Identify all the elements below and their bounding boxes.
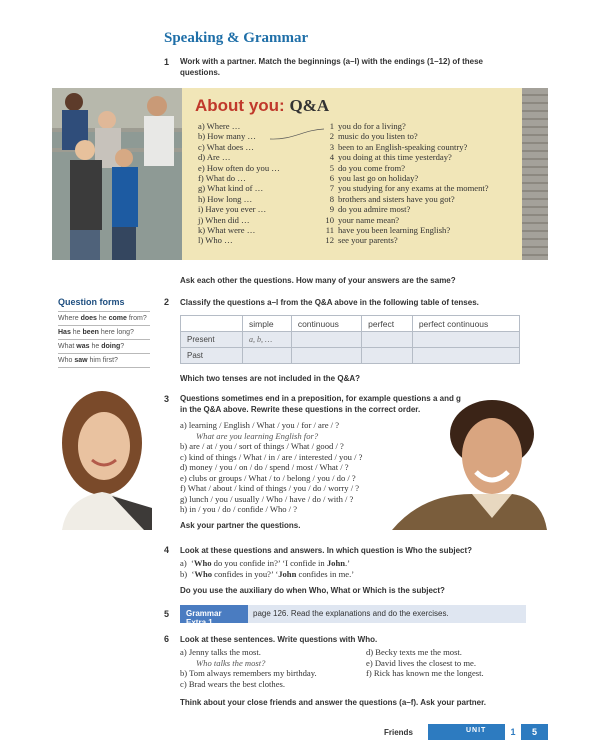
list-item: j) When did … xyxy=(198,214,250,225)
question-3-number: 3 xyxy=(164,394,170,404)
question-2-followup: Which two tenses are not included in the Q&A? xyxy=(180,374,361,383)
list-item: g) What kind of … xyxy=(198,183,264,194)
list-item: b) How many … xyxy=(198,131,256,142)
table-cell xyxy=(243,348,292,364)
list-item: 4 you doing at this time yesterday? xyxy=(329,152,452,163)
list-item: d) Are … xyxy=(198,152,231,163)
list-item: k) What were … xyxy=(198,225,256,236)
question-6-number: 6 xyxy=(164,634,170,644)
list-item: a) Where … xyxy=(198,121,241,131)
list-item: h) in / you / do / confide / Who / ? xyxy=(180,504,298,514)
list-item: 10 your name mean? xyxy=(325,214,400,225)
divider xyxy=(58,367,150,368)
list-item: 3 been to an English-speaking country? xyxy=(329,141,468,152)
list-item: 2 music do you listen to? xyxy=(329,131,418,142)
table-cell xyxy=(362,332,413,348)
question-2-number: 2 xyxy=(164,297,170,307)
list-item: Has he been here long? xyxy=(58,329,134,336)
page-number: 5 xyxy=(532,727,538,737)
list-item: Who saw him first? xyxy=(58,357,118,364)
list-item: c) Brad wears the best clothes. xyxy=(180,678,285,689)
table-row xyxy=(181,348,520,364)
list-item: b) Tom always remembers my birthday. xyxy=(180,668,317,678)
question-3-instruction: Questions sometimes end in a preposition, for example questions a and g in the Q&A above. Rewrite these questions in the correct order. xyxy=(180,394,461,414)
table-header: continuous xyxy=(291,316,361,332)
question-6-right-items xyxy=(366,647,484,679)
list-item: 5 do you come from? xyxy=(329,162,406,173)
list-item: e) clubs or groups / What / to / belong / you / do / ? xyxy=(180,472,356,483)
question-6-followup: Think about your close friends and answer the questions (a–f). Ask your partner. xyxy=(180,698,486,707)
list-item: f) What do … xyxy=(198,173,246,184)
grammar-extra-text: page 126. Read the explanations and do the exercises. xyxy=(253,609,449,618)
table-corner xyxy=(181,316,243,332)
table-cell xyxy=(412,348,519,364)
footer-unit-number: 1 xyxy=(505,724,521,740)
list-item: 9 do you admire most? xyxy=(329,204,411,215)
question-5-number: 5 xyxy=(164,609,170,619)
list-item: b) ‘Who confides in you?’ ‘John confides in me.’ xyxy=(180,568,355,579)
example-answer: What are you learning English for? xyxy=(196,430,319,441)
grammar-extra-bar xyxy=(180,605,526,627)
list-item: l) Who … xyxy=(198,235,233,246)
list-item: g) lunch / you / usually / Who / have / do / with / ? xyxy=(180,493,354,504)
footer-unit-label: UNIT xyxy=(466,727,487,734)
row-label: Present xyxy=(181,332,243,348)
question-6-left-items xyxy=(180,647,317,689)
row-label: Past xyxy=(181,348,243,364)
question-3-followup: Ask your partner the questions. xyxy=(180,521,301,530)
question-3-items xyxy=(180,420,362,515)
list-item: d) Becky texts me the most. xyxy=(366,647,462,657)
qa-title: About you: Q&A xyxy=(195,96,330,115)
list-item: f) What / about / kind of things / you / do / worry / ? xyxy=(180,483,360,493)
qa-endings-list xyxy=(318,121,489,246)
list-item: d) money / you / on / do / spend / most / What / ? xyxy=(180,462,349,472)
grammar-extra-label[interactable]: Grammar Extra 1 xyxy=(180,605,248,623)
list-item: 6 you last go on holiday? xyxy=(329,173,419,184)
question-4-number: 4 xyxy=(164,545,170,555)
footer-bar xyxy=(428,724,548,740)
list-item: Where does he come from? xyxy=(58,315,147,322)
question-2-instruction: Classify the questions a–l from the Q&A above in the following table of tenses. xyxy=(180,298,479,307)
table-row xyxy=(181,332,520,348)
list-item: 12 see your parents? xyxy=(325,235,398,246)
group-photo xyxy=(52,88,182,260)
list-item: e) How often do you … xyxy=(198,162,280,173)
section-title: Speaking & Grammar xyxy=(164,30,309,46)
list-item: 1 you do for a living? xyxy=(329,121,406,131)
list-item: c) kind of things / What / in / are / interested / you / ? xyxy=(180,451,363,462)
list-item: h) How long … xyxy=(198,193,253,204)
list-item: What was he doing? xyxy=(58,343,125,350)
list-item: i) Have you ever … xyxy=(198,204,267,215)
decorative-band xyxy=(522,88,548,260)
table-cell xyxy=(412,332,519,348)
table-cell xyxy=(291,332,361,348)
question-1-followup: Ask each other the questions. How many of your answers are the same? xyxy=(180,276,456,285)
question-1-instruction: Work with a partner. Match the beginnings (a–l) with the endings (1–12) of these questions. xyxy=(180,57,484,77)
list-item: c) What does … xyxy=(198,141,254,152)
list-item: f) Rick has known me the longest. xyxy=(366,668,484,678)
question-1-number: 1 xyxy=(164,57,170,67)
question-4-items xyxy=(180,558,354,579)
sidebar-examples xyxy=(58,311,150,368)
list-item: a) ‘Who do you confide in?’ ‘I confide in John.’ xyxy=(180,558,351,568)
table-header: perfect continuous xyxy=(412,316,519,332)
question-6-instruction: Look at these sentences. Write questions with Who. xyxy=(180,635,378,644)
list-item: a) Jenny talks the most. xyxy=(180,647,261,657)
list-item: e) David lives the closest to me. xyxy=(366,657,477,668)
question-4-instruction: Look at these questions and answers. In which question is Who the subject? xyxy=(180,546,473,555)
table-header: perfect xyxy=(362,316,413,332)
list-item: 7 you studying for any exams at the moment? xyxy=(329,183,489,194)
table-header: simple xyxy=(243,316,292,332)
list-item: b) are / at / you / sort of things / What / good / ? xyxy=(180,441,344,451)
sidebar-title: Question forms xyxy=(58,297,125,307)
list-item: a) learning / English / What / you / for / are / ? xyxy=(180,420,340,430)
tense-table xyxy=(180,315,520,364)
example-answer: Who talks the most? xyxy=(196,657,266,668)
woman-photo xyxy=(52,388,152,530)
table-cell: a, b, … xyxy=(243,332,292,348)
question-4-followup: Do you use the auxiliary do when Who, What or Which is the subject? xyxy=(180,586,445,595)
man-photo xyxy=(392,398,547,530)
list-item: 8 brothers and sisters have you got? xyxy=(329,193,455,204)
footer-chapter: Friends xyxy=(384,728,413,737)
table-cell xyxy=(362,348,413,364)
list-item: 11 have you been learning English? xyxy=(325,225,451,236)
table-cell xyxy=(291,348,361,364)
